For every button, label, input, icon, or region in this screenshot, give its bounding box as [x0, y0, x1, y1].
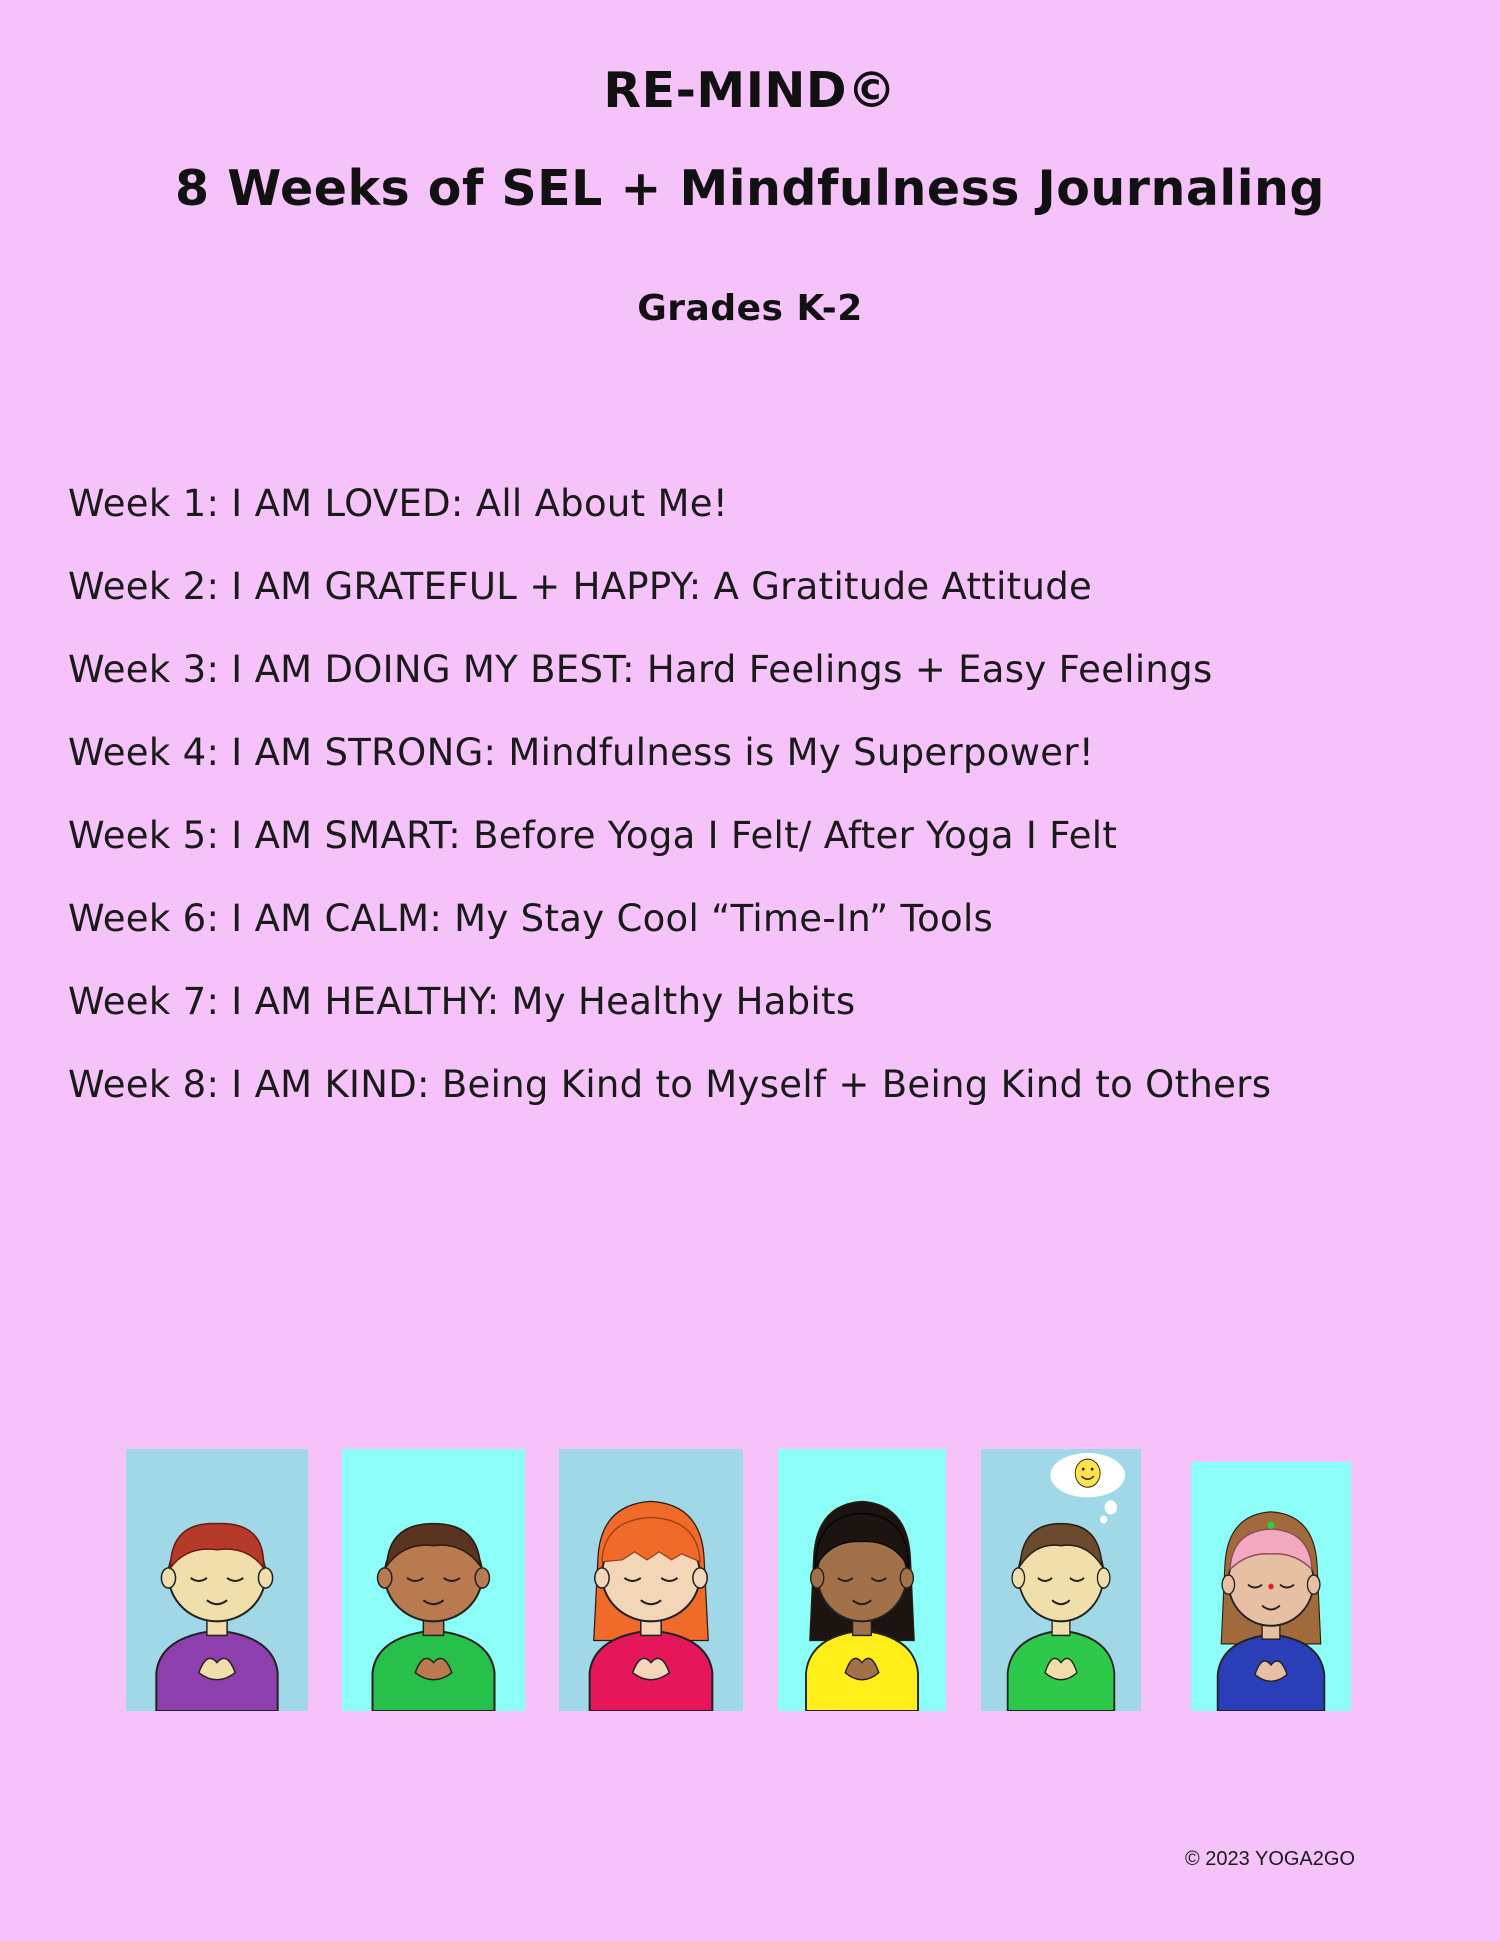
child-illustration-5 [981, 1449, 1141, 1711]
week-item-2: Week 2: I AM GRATEFUL + HAPPY: A Gratitude Attitude [68, 565, 1093, 608]
week-item-8: Week 8: I AM KIND: Being Kind to Myself + Being Kind to Others [68, 1063, 1272, 1106]
child-illustration-1 [126, 1449, 308, 1711]
child-drawing-icon [126, 1449, 308, 1711]
child-illustration-2 [342, 1449, 525, 1711]
weeks-list [68, 462, 1271, 1126]
copyright-notice: © 2023 YOGA2GO [1185, 1848, 1356, 1870]
child-drawing-icon [981, 1449, 1141, 1711]
child-drawing-icon [342, 1449, 525, 1711]
week-item-6: Week 6: I AM CALM: My Stay Cool “Time-In” Tools [68, 897, 994, 940]
child-illustration-6 [1191, 1462, 1351, 1711]
week-item-4: Week 4: I AM STRONG: Mindfulness is My Superpower! [68, 731, 1094, 774]
week-item-3: Week 3: I AM DOING MY BEST: Hard Feelings + Easy Feelings [68, 648, 1213, 691]
page-subtitle: 8 Weeks of SEL + Mindfulness Journaling [175, 160, 1325, 217]
grade-level: Grades K-2 [637, 288, 863, 329]
week-item-7: Week 7: I AM HEALTHY: My Healthy Habits [68, 980, 856, 1023]
child-drawing-icon [778, 1449, 946, 1711]
week-item-5: Week 5: I AM SMART: Before Yoga I Felt/ After Yoga I Felt [68, 814, 1118, 857]
child-illustration-3 [559, 1449, 743, 1711]
week-item-1: Week 1: I AM LOVED: All About Me! [68, 482, 728, 525]
child-drawing-icon [1191, 1462, 1351, 1711]
child-drawing-icon [559, 1449, 743, 1711]
child-illustration-4 [778, 1449, 946, 1711]
page-title: RE-MIND© [603, 62, 897, 119]
